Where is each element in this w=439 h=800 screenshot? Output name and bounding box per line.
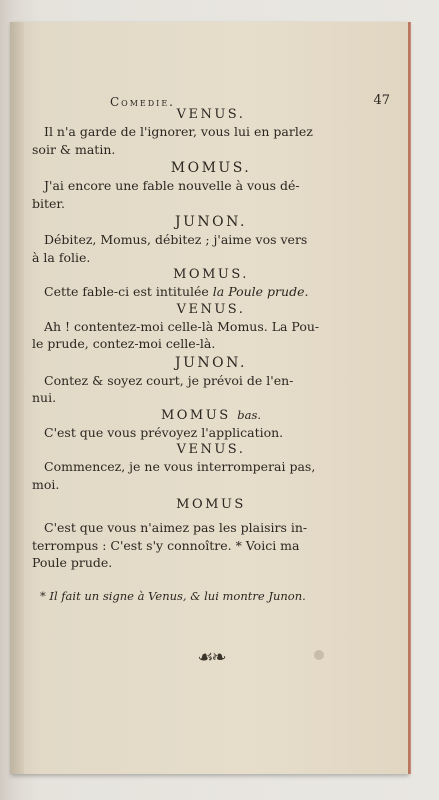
stage-direction: bas. <box>237 407 262 422</box>
speaker-name: JUNON. <box>175 214 247 230</box>
speech <box>32 283 390 301</box>
speech <box>32 424 390 442</box>
speech <box>32 231 390 266</box>
speech-line: Ah ! contentez-moi celle-là Momus. La Pou- <box>44 318 320 334</box>
page-number: 47 <box>373 93 390 108</box>
speaker-name: MOMUS <box>160 407 231 423</box>
dialogue-block-4 <box>32 266 390 301</box>
speech-text: Cette fable-ci est intitulée <box>44 284 213 299</box>
speech-line: Débitez, Momus, débitez ; j'aime vos vers <box>44 232 308 247</box>
dialogue-block-7 <box>32 407 390 442</box>
speaker-name: VENUS. <box>176 301 246 317</box>
speech-line: C'est que vous n'aimez pas les plaisirs in- <box>44 520 308 535</box>
running-title: Comedie. <box>110 95 175 109</box>
speech-line: Poule prude. <box>32 555 113 570</box>
dialogue-block-1 <box>32 106 390 158</box>
running-header <box>32 94 390 112</box>
speaker-line <box>32 407 390 424</box>
dialogue-block-3 <box>32 214 390 266</box>
speaker-name: MOMUS. <box>173 267 249 282</box>
footnote: * Il fait un signe à Venus, & lui montre Junon. <box>40 588 306 603</box>
speech-line: moi. <box>32 476 60 492</box>
speech-line: terrompus : C'est s'y connoître. * Voici ma <box>32 537 300 553</box>
speech-line: Contez & soyez court, je prévoi de l'en- <box>44 372 294 388</box>
dialogue-block-9 <box>32 496 390 572</box>
speech <box>32 519 390 572</box>
page-text <box>32 94 390 667</box>
page-gutter <box>10 22 24 774</box>
speaker-name: VENUS. <box>176 107 246 122</box>
speech <box>32 177 390 212</box>
speech-line <box>32 283 390 301</box>
speech-line: J'ai encore une fable nouvelle à vous dé- <box>44 178 300 193</box>
speech-line: biter. <box>32 195 65 211</box>
speech <box>32 123 390 158</box>
speech-line: le prude, contez-moi celle-là. <box>32 336 216 351</box>
speech <box>32 318 390 353</box>
play-title-italic: la Poule prude. <box>212 284 309 299</box>
speech-line: nui. <box>32 390 57 405</box>
dialogue-block-8 <box>32 441 390 493</box>
speech-line: C'est que vous prévoyez l'application. <box>44 424 284 440</box>
dialogue-block-2 <box>32 160 390 212</box>
speaker-name: MOMUS <box>176 497 246 512</box>
speech <box>32 458 390 493</box>
speech-line: à la folie. <box>32 249 91 265</box>
book-page <box>10 22 408 774</box>
fleuron-ornament: ☙❧ <box>197 647 225 668</box>
speech-line: Commencez, je ne vous interromperai pas, <box>44 459 316 474</box>
speaker-name: JUNON. <box>175 354 247 371</box>
speech <box>32 372 390 407</box>
speaker-name: MOMUS. <box>170 160 252 176</box>
speaker-name: VENUS. <box>176 442 246 457</box>
dialogue-block-5 <box>32 301 390 353</box>
speech-line: Il n'a garde de l'ignorer, vous lui en parlez <box>44 124 313 139</box>
dialogue-block-6 <box>32 355 390 407</box>
speech-line: soir & matin. <box>32 141 116 157</box>
